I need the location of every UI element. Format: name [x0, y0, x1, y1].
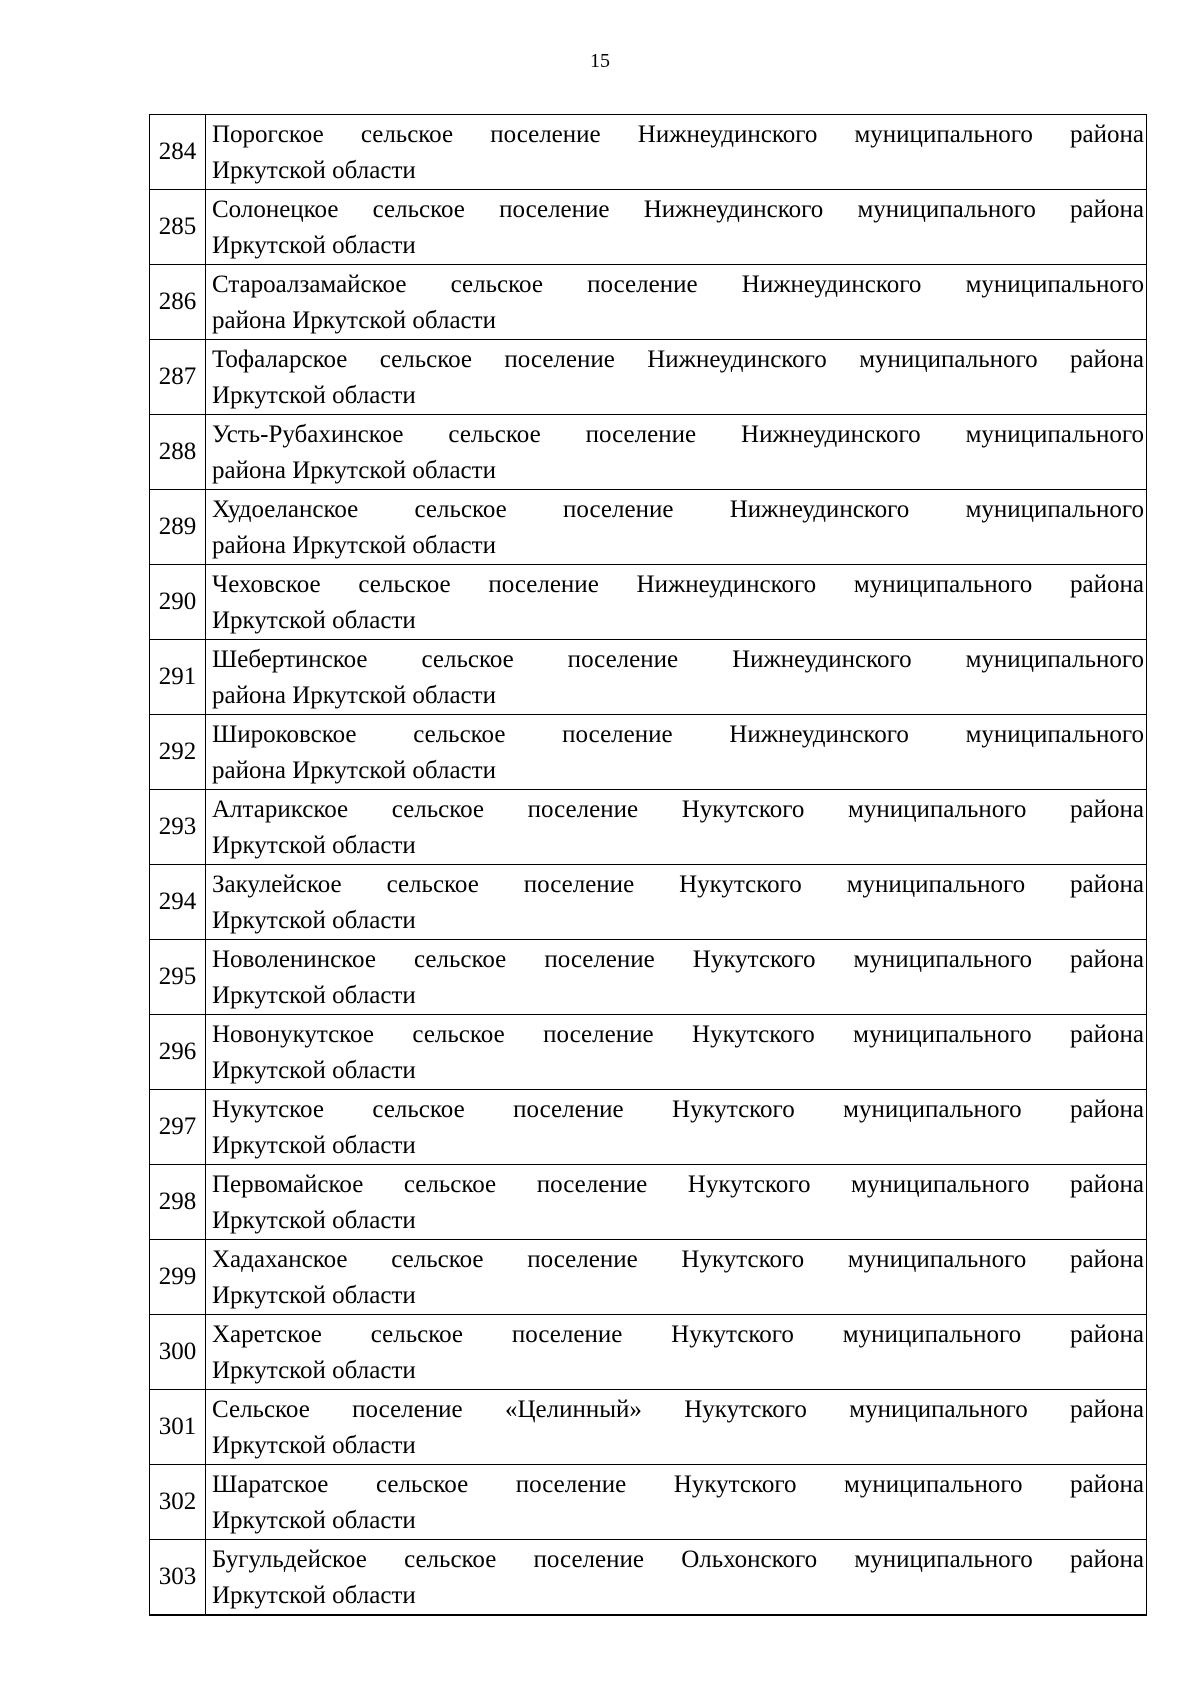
settlement-name-line2: района Иркутской области [212, 757, 496, 784]
page-number: 15 [590, 50, 610, 72]
settlement-name-line1: Бугульдейское сельское поселение Ольхонского муниципального района [212, 1546, 1144, 1573]
row-number: 298 [150, 1165, 206, 1240]
table-row [150, 1015, 1147, 1090]
row-number: 296 [150, 1015, 206, 1090]
table-row [150, 1465, 1147, 1540]
row-number: 297 [150, 1090, 206, 1165]
settlement-name-cell [206, 1090, 1147, 1165]
settlement-name-line2: района Иркутской области [212, 532, 496, 559]
settlement-name-line1: Чеховское сельское поселение Нижнеудинского муниципального района [212, 571, 1144, 598]
settlement-name-line1: Широковское сельское поселение Нижнеудинского муниципального [212, 721, 1144, 748]
row-number: 300 [150, 1315, 206, 1390]
row-number: 295 [150, 940, 206, 1015]
settlement-name-line2: Иркутской области [212, 907, 416, 934]
settlement-name-line1: Усть-Рубахинское сельское поселение Нижнеудинского муниципального [212, 421, 1144, 448]
settlement-name-line1: Староалзамайское сельское поселение Нижнеудинского муниципального [212, 271, 1144, 298]
settlement-name-cell [206, 1165, 1147, 1240]
settlement-name-line2: Иркутской области [212, 1357, 416, 1384]
row-number: 292 [150, 715, 206, 790]
table-row [150, 1240, 1147, 1315]
settlement-name-line2: района Иркутской области [212, 457, 496, 484]
settlement-name-cell [206, 340, 1147, 415]
settlement-name-cell [206, 190, 1147, 265]
settlement-name-line1: Новоленинское сельское поселение Нукутского муниципального района [212, 946, 1144, 973]
settlement-name-line1: Тофаларское сельское поселение Нижнеудинского муниципального района [212, 346, 1144, 373]
row-number: 303 [150, 1540, 206, 1616]
settlement-name-cell [206, 1540, 1147, 1616]
table-row [150, 340, 1147, 415]
settlement-name-line1: Порогское сельское поселение Нижнеудинского муниципального района [212, 121, 1144, 148]
settlement-name-cell [206, 640, 1147, 715]
settlement-name-line2: Иркутской области [212, 232, 416, 259]
table-row [150, 1315, 1147, 1390]
settlement-name-cell [206, 940, 1147, 1015]
table-row [150, 565, 1147, 640]
settlement-name-line1: Первомайское сельское поселение Нукутского муниципального района [212, 1171, 1144, 1198]
table-row [150, 1390, 1147, 1465]
settlements-table [149, 114, 1147, 1616]
settlement-name-cell [206, 1015, 1147, 1090]
row-number: 285 [150, 190, 206, 265]
settlement-name-line2: Иркутской области [212, 1432, 416, 1459]
row-number: 291 [150, 640, 206, 715]
settlement-name-cell [206, 1390, 1147, 1465]
table-row [150, 865, 1147, 940]
table-row [150, 265, 1147, 340]
settlement-name-line2: Иркутской области [212, 1282, 416, 1309]
settlement-name-cell [206, 715, 1147, 790]
settlement-name-line1: Нукутское сельское поселение Нукутского муниципального района [212, 1096, 1144, 1123]
row-number: 302 [150, 1465, 206, 1540]
settlement-name-line2: Иркутской области [212, 382, 416, 409]
settlement-name-line2: Иркутской области [212, 1582, 416, 1609]
table-row [150, 940, 1147, 1015]
settlement-name-line2: Иркутской области [212, 157, 416, 184]
settlement-name-cell [206, 1465, 1147, 1540]
settlement-name-line1: Шаратское сельское поселение Нукутского муниципального района [212, 1471, 1144, 1498]
table-row [150, 190, 1147, 265]
table-body [150, 115, 1147, 1616]
table-row [150, 1165, 1147, 1240]
row-number: 301 [150, 1390, 206, 1465]
settlement-name-line2: Иркутской области [212, 1207, 416, 1234]
settlement-name-cell [206, 1240, 1147, 1315]
row-number: 288 [150, 415, 206, 490]
row-number: 290 [150, 565, 206, 640]
table-row [150, 1540, 1147, 1616]
table-row [150, 490, 1147, 565]
settlement-name-line2: района Иркутской области [212, 682, 496, 709]
settlement-name-cell [206, 265, 1147, 340]
row-number: 289 [150, 490, 206, 565]
table-row [150, 715, 1147, 790]
table-row [150, 415, 1147, 490]
settlement-name-line1: Харетское сельское поселение Нукутского муниципального района [212, 1321, 1144, 1348]
settlement-name-cell [206, 1315, 1147, 1390]
settlement-name-cell [206, 490, 1147, 565]
settlement-name-cell [206, 865, 1147, 940]
settlement-name-line1: Новонукутское сельское поселение Нукутского муниципального района [212, 1021, 1144, 1048]
settlement-name-line1: Шебертинское сельское поселение Нижнеудинского муниципального [212, 646, 1144, 673]
row-number: 286 [150, 265, 206, 340]
settlement-name-line2: Иркутской области [212, 1132, 416, 1159]
row-number: 284 [150, 115, 206, 190]
settlement-name-cell [206, 115, 1147, 190]
settlement-name-line1: Закулейское сельское поселение Нукутского муниципального района [212, 871, 1144, 898]
settlement-name-line1: Солонецкое сельское поселение Нижнеудинского муниципального района [212, 196, 1144, 223]
settlement-name-line1: Сельское поселение «Целинный» Нукутского муниципального района [212, 1396, 1144, 1423]
row-number: 294 [150, 865, 206, 940]
settlement-name-line2: Иркутской области [212, 982, 416, 1009]
settlement-name-cell [206, 565, 1147, 640]
settlement-name-line1: Хадаханское сельское поселение Нукутского муниципального района [212, 1246, 1144, 1273]
settlement-name-line1: Алтарикское сельское поселение Нукутского муниципального района [212, 796, 1144, 823]
settlement-name-line2: Иркутской области [212, 832, 416, 859]
settlements-table-container [149, 114, 1146, 1616]
row-number: 293 [150, 790, 206, 865]
row-number: 287 [150, 340, 206, 415]
settlement-name-line2: района Иркутской области [212, 307, 496, 334]
settlement-name-line1: Худоеланское сельское поселение Нижнеудинского муниципального [212, 496, 1144, 523]
table-row [150, 115, 1147, 190]
settlement-name-line2: Иркутской области [212, 1057, 416, 1084]
table-row [150, 640, 1147, 715]
settlement-name-cell [206, 790, 1147, 865]
settlement-name-line2: Иркутской области [212, 1507, 416, 1534]
table-row [150, 1090, 1147, 1165]
row-number: 299 [150, 1240, 206, 1315]
settlement-name-cell [206, 415, 1147, 490]
table-row [150, 790, 1147, 865]
settlement-name-line2: Иркутской области [212, 607, 416, 634]
